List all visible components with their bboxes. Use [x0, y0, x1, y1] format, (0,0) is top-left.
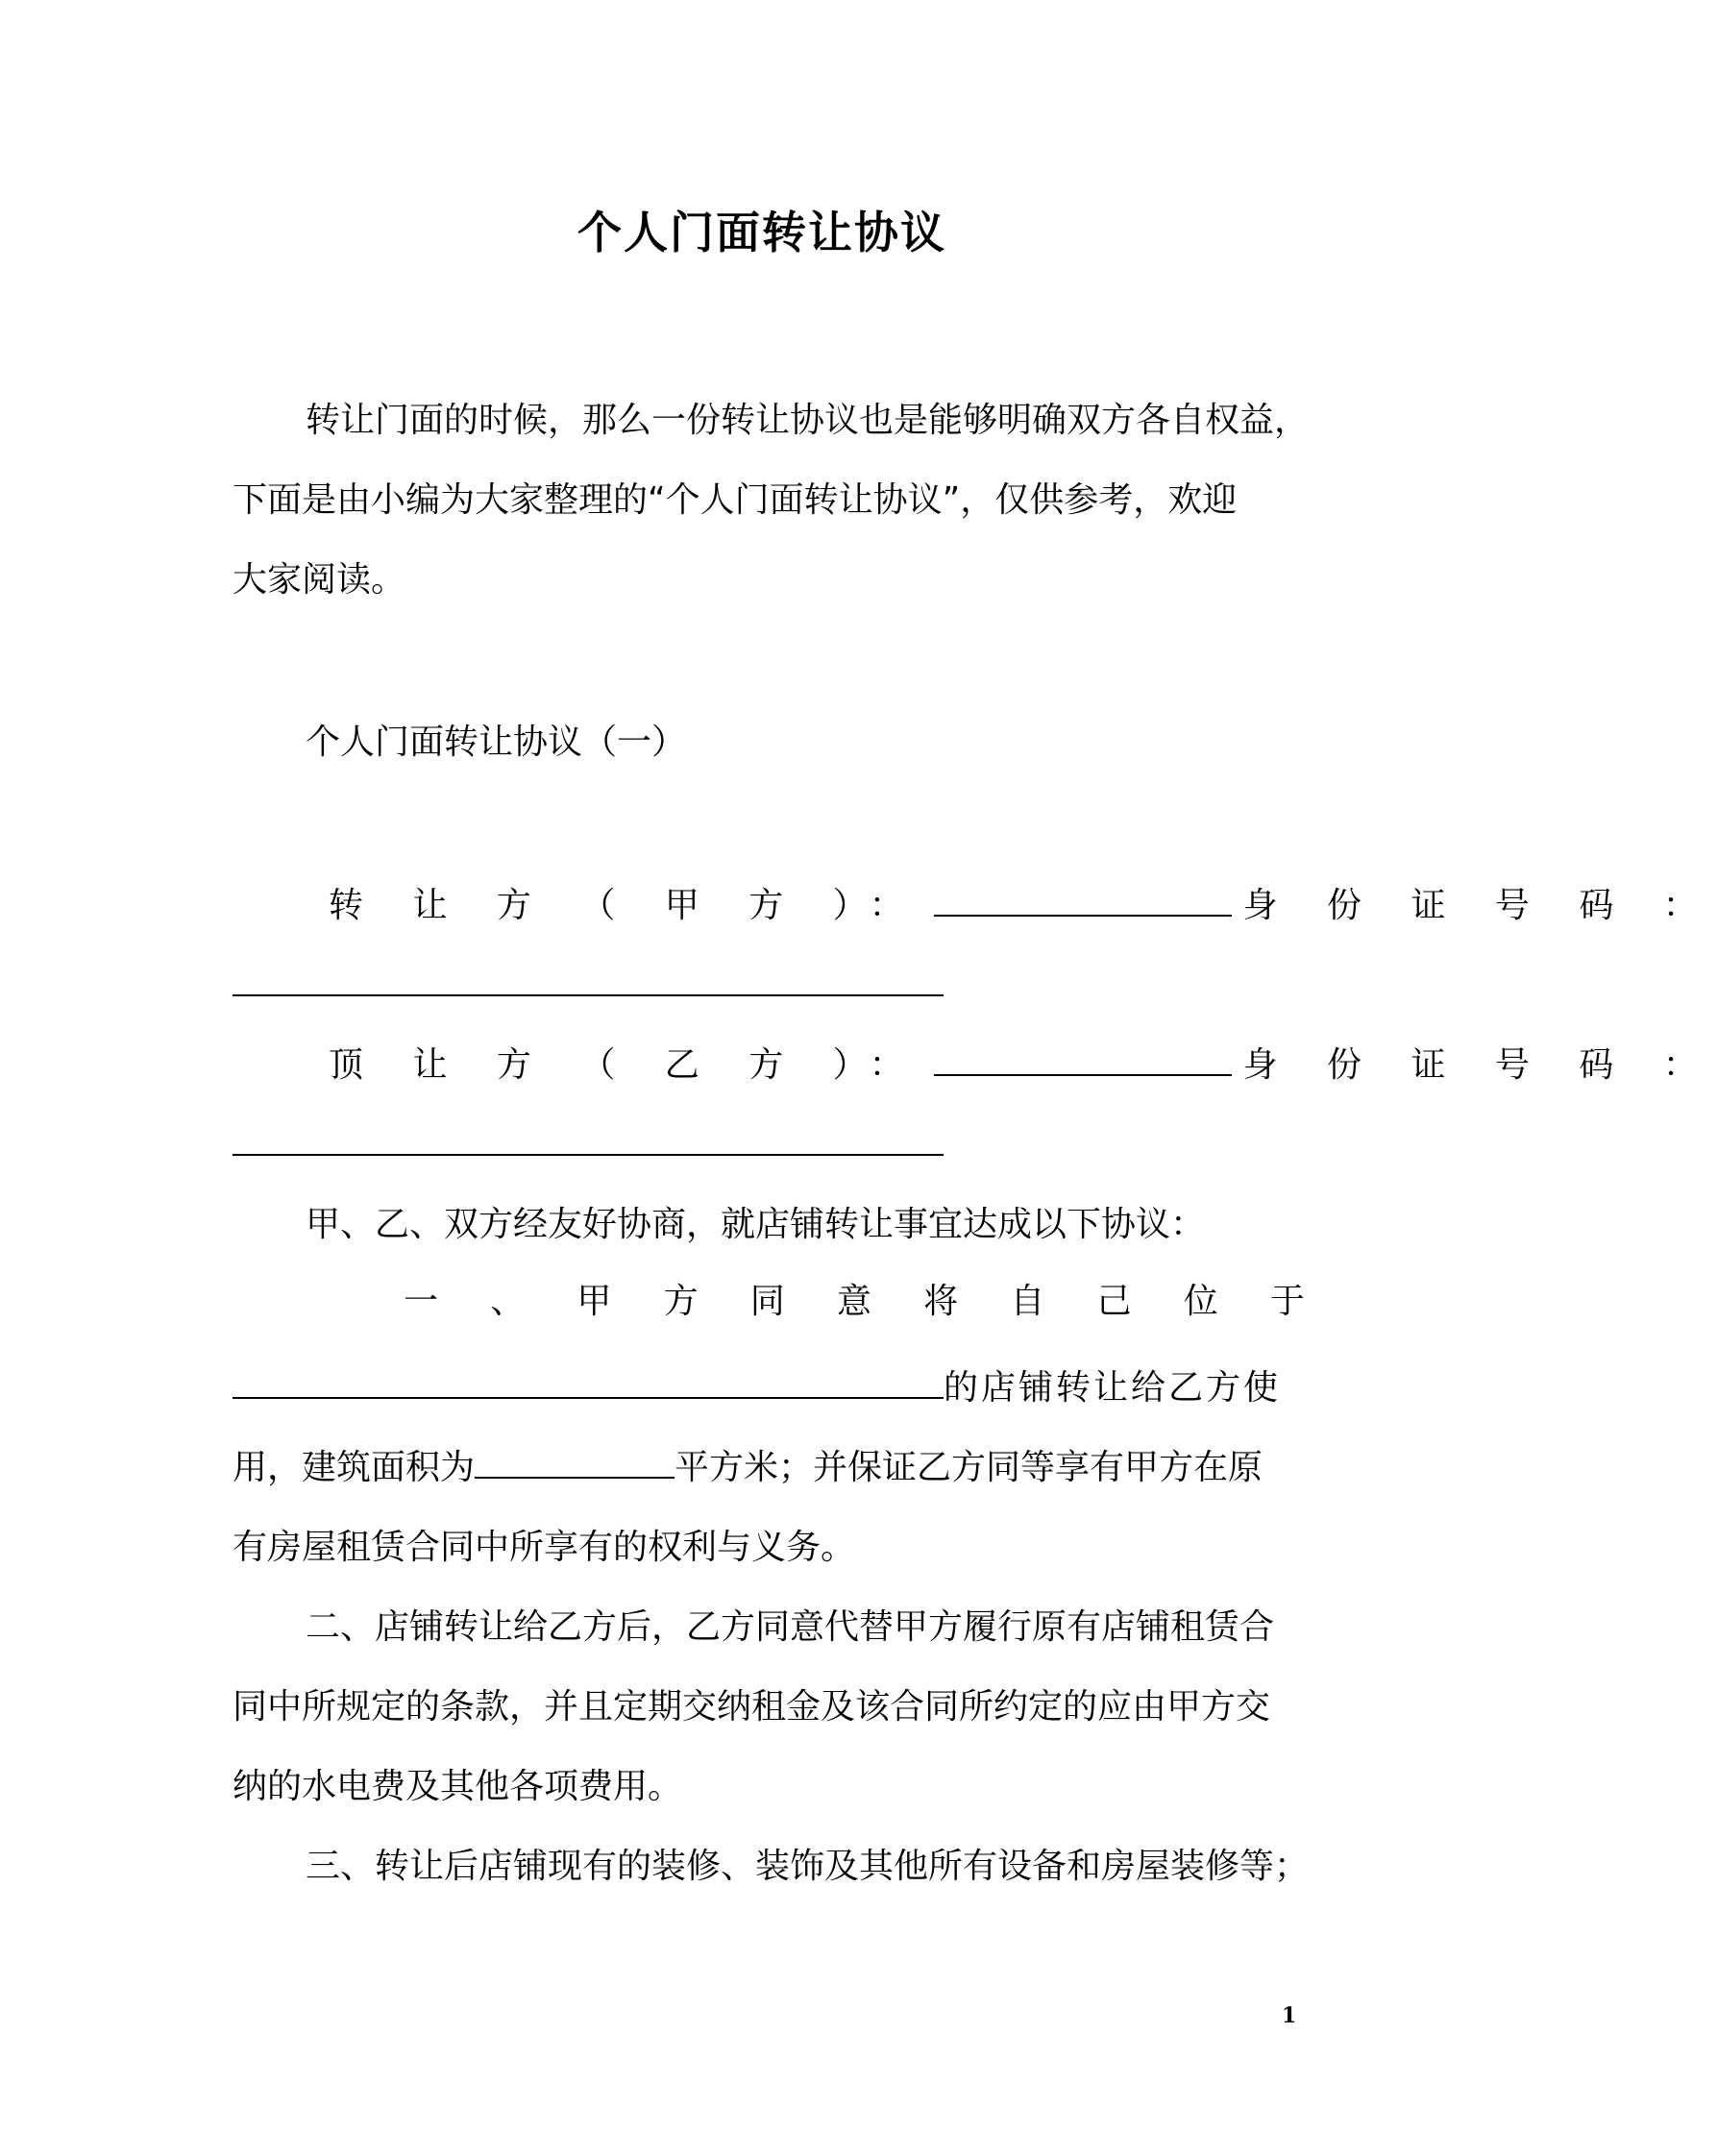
- party-a-id-blank: [233, 966, 944, 996]
- clause-1-char: 一: [404, 1282, 439, 1321]
- clause-1-line-2: [233, 1364, 1281, 1412]
- clause-1-line-2-text: 的店铺转让给乙方使: [944, 1368, 1282, 1408]
- party-b-label: 顶 让 方 （ 乙 方 ）：: [329, 1045, 923, 1085]
- floor-area-blank: [475, 1448, 675, 1479]
- clause-2-line-1: 二、店铺转让给乙方后，乙方同意代替甲方履行原有店铺租赁合: [306, 1607, 1275, 1647]
- party-a-label: 转 让 方 （ 甲 方 ）：: [329, 886, 923, 925]
- clause-1-char: 将: [923, 1282, 959, 1321]
- clause-1-char: 方: [663, 1282, 699, 1321]
- clause-2-line-3: 纳的水电费及其他各项费用。: [233, 1767, 683, 1806]
- clause-1-char: 同: [749, 1282, 785, 1321]
- clause-1-char: 位: [1183, 1282, 1218, 1321]
- party-b-id-blank: [233, 1125, 944, 1156]
- clause-1-char: 意: [836, 1282, 871, 1321]
- clause-1-char: 于: [1269, 1282, 1305, 1321]
- clause-1-char: 甲: [576, 1282, 612, 1321]
- intro-line-1: 转让门面的时候，那么一份转让协议也是能够明确双方各自权益，: [306, 401, 1310, 440]
- party-a-name-blank: [934, 886, 1232, 917]
- clause-3-line-1: 三、转让后店铺现有的装修、装饰及其他所有设备和房屋装修等；: [306, 1847, 1310, 1886]
- clause-1-char: 自: [1010, 1282, 1045, 1321]
- party-a-id-label: 身 份 证 号 码 ：: [1242, 886, 1717, 925]
- clause-1-line-3: [233, 1444, 1263, 1492]
- party-a-id-line: [233, 962, 944, 1010]
- clause-1-line-4: 有房屋租赁合同中所享有的权利与义务。: [233, 1528, 856, 1567]
- document-title: 个人门面转让协议: [577, 207, 946, 258]
- clause-1-char: 己: [1096, 1282, 1132, 1321]
- agreement-intro: 甲、乙、双方经友好协商，就店铺转让事宜达成以下协议：: [306, 1205, 1206, 1244]
- clause-2-line-2: 同中所规定的条款，并且定期交纳租金及该合同所约定的应由甲方交: [233, 1687, 1271, 1727]
- clause-1-line-3-suffix: 平方米；并保证乙方同等享有甲方在原: [675, 1448, 1263, 1487]
- page-number: 1: [1282, 2003, 1297, 2028]
- section-heading: 个人门面转让协议（一）: [306, 723, 687, 762]
- clause-1-line-1: [404, 1278, 1305, 1326]
- clause-1-line-3-prefix: 用，建筑面积为: [233, 1448, 476, 1487]
- party-b-id-label: 身 份 证 号 码 ：: [1242, 1045, 1717, 1085]
- party-a-row: [329, 882, 1717, 930]
- party-b-row: [329, 1041, 1717, 1090]
- intro-line-3: 大家阅读。: [233, 560, 406, 600]
- shop-location-blank: [233, 1368, 944, 1399]
- party-b-id-line: [233, 1121, 944, 1169]
- party-b-name-blank: [934, 1045, 1232, 1076]
- intro-line-2: 下面是由小编为大家整理的“个人门面转让协议”，仅供参考，欢迎: [233, 480, 1238, 520]
- clause-1-char: 、: [490, 1282, 526, 1321]
